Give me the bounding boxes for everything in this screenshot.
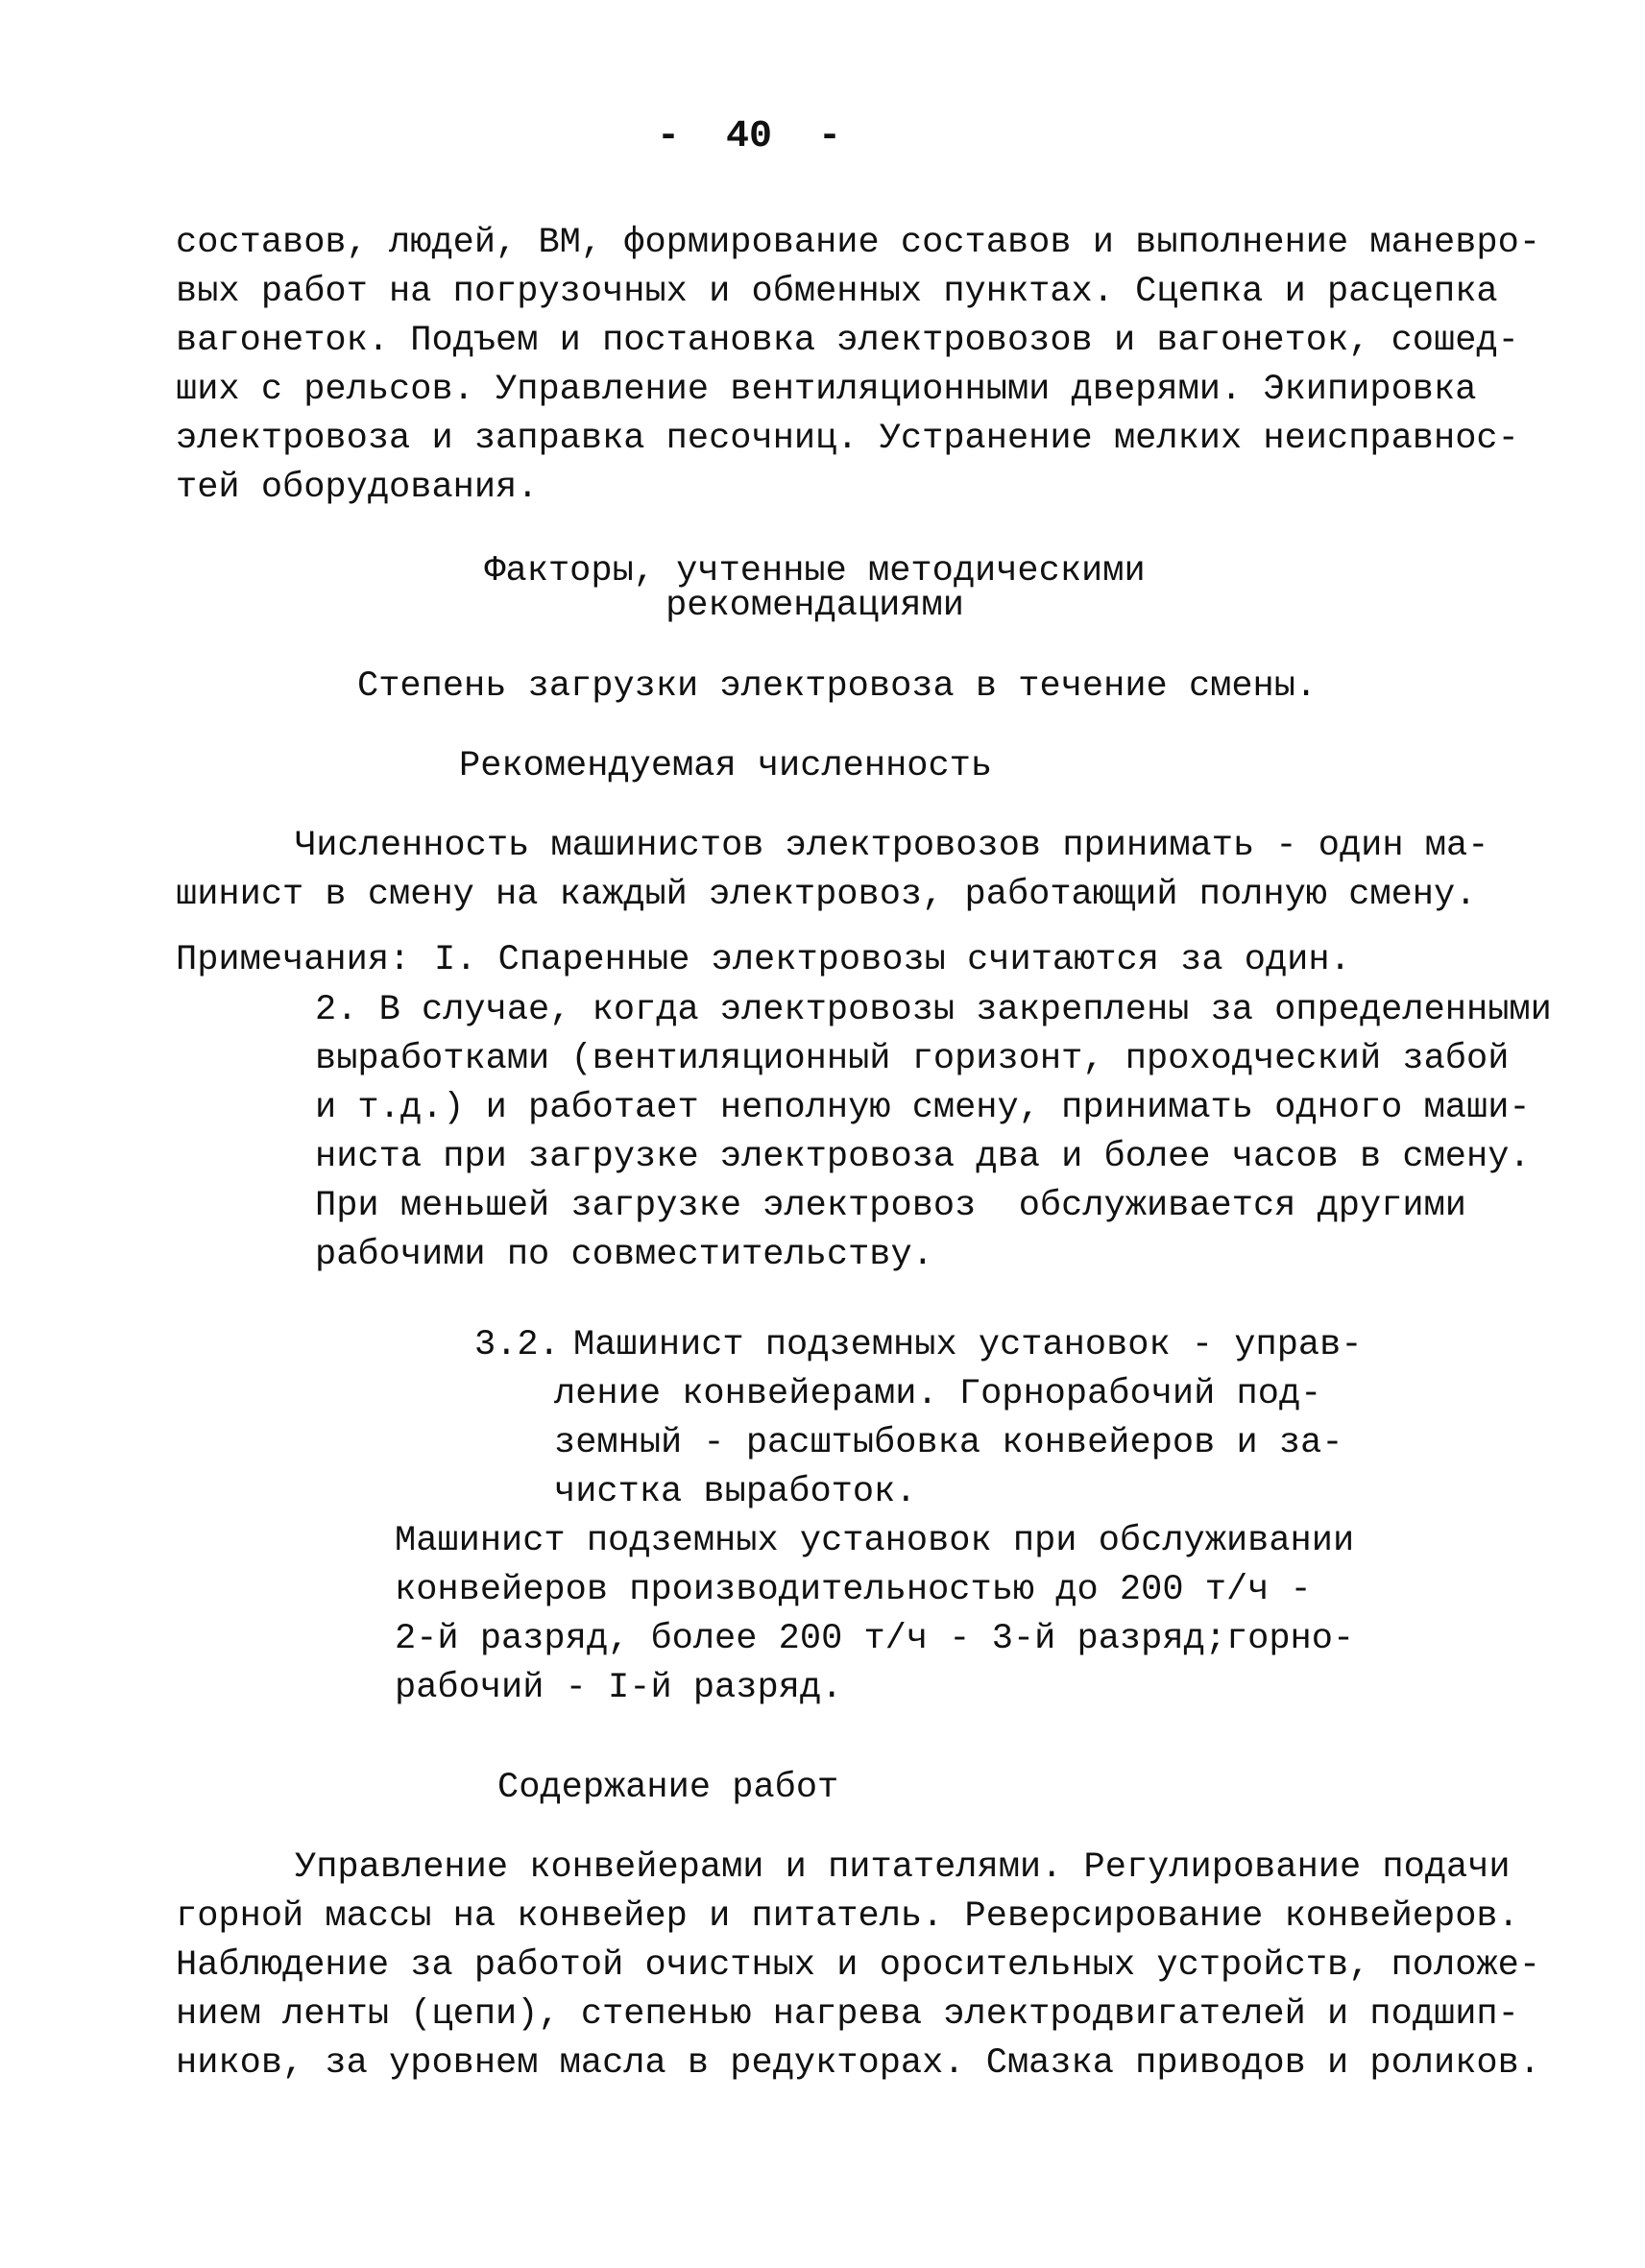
paragraph-1-line-1: составов, людей, ВМ, формирование составов и выполнение маневро- [176,223,1541,263]
section-intro-line-4: рабочий - I-й разряд. [395,1668,843,1708]
work-heading: Содержание работ [497,1768,839,1808]
paragraph-1-line-2: вых работ на погрузочных и обменных пунктах. Сцепка и расцепка [176,272,1498,312]
section-intro-line-3: 2-й разряд, более 200 т/ч - 3-й разряд;горно- [395,1619,1355,1659]
section-title-line-3: земный - расштыбовка конвейеров и за- [554,1423,1343,1463]
note-2-line-1: 2. В случае, когда электровозы закреплены за определенными [315,990,1552,1030]
paragraph-1-line-5: электровоза и заправка песочниц. Устранение мелких неисправнос- [176,419,1519,459]
paragraph-1-line-3: вагонеток. Подъем и постановка электровозов и вагонеток, сошед- [176,321,1519,361]
notes-label: Примечания: [176,940,411,980]
note-2-line-6: рабочими по совместительству. [315,1235,933,1275]
recommended-text-line-1: Численность машинистов электровозов принимать - один ма- [295,826,1489,866]
note-1: I. Спаренные электровозы считаются за один. [434,940,1351,980]
recommended-heading: Рекомендуемая численность [459,746,993,786]
section-title-line-4: чистка выработок. [554,1472,917,1512]
factors-text: Степень загрузки электровоза в течение смены. [357,666,1318,707]
note-2-line-4: ниста при загрузке электровоза два и более часов в смену. [315,1137,1531,1177]
recommended-text-line-2: шинист в смену на каждый электровоз, работающий полную смену. [176,875,1477,915]
section-intro-line-2: конвейеров производительностью до 200 т/ч - [395,1570,1312,1610]
work-text-line-4: нием ленты (цепи), степенью нагрева электродвигателей и подшип- [176,1994,1519,2035]
paragraph-1-line-6: тей оборудования. [176,468,539,508]
section-title-line-2: ление конвейерами. Горнорабочий под- [554,1374,1322,1414]
work-text-line-5: ников, за уровнем масла в редукторах. Смазка приводов и роликов. [176,2043,1541,2084]
section-intro-line-1: Машинист подземных установок при обслуживании [395,1521,1355,1561]
section-title-line-1: Машинист подземных установок - управ- [573,1325,1363,1365]
paragraph-1-line-4: ших с рельсов. Управление вентиляционными дверями. Экипировка [176,370,1477,410]
factors-heading-line-1: Факторы, учтенные методическими [484,551,1146,591]
work-text-line-1: Управление конвейерами и питателями. Регулирование подачи [295,1847,1511,1888]
note-2-line-5: При меньшей загрузке электровоз обслуживается другими [315,1186,1466,1226]
page-number: - 40 - [656,115,842,158]
factors-heading-line-2: рекомендациями [665,586,964,626]
work-text-line-3: Наблюдение за работой очистных и оросительных устройств, положе- [176,1945,1541,1986]
note-2-line-3: и т.д.) и работает неполную смену, принимать одного маши- [315,1088,1531,1128]
section-number: 3.2. [474,1325,560,1365]
note-2-line-2: выработками (вентиляционный горизонт, проходческий забой [315,1039,1510,1079]
work-text-line-2: горной массы на конвейер и питатель. Реверсирование конвейеров. [176,1896,1519,1937]
